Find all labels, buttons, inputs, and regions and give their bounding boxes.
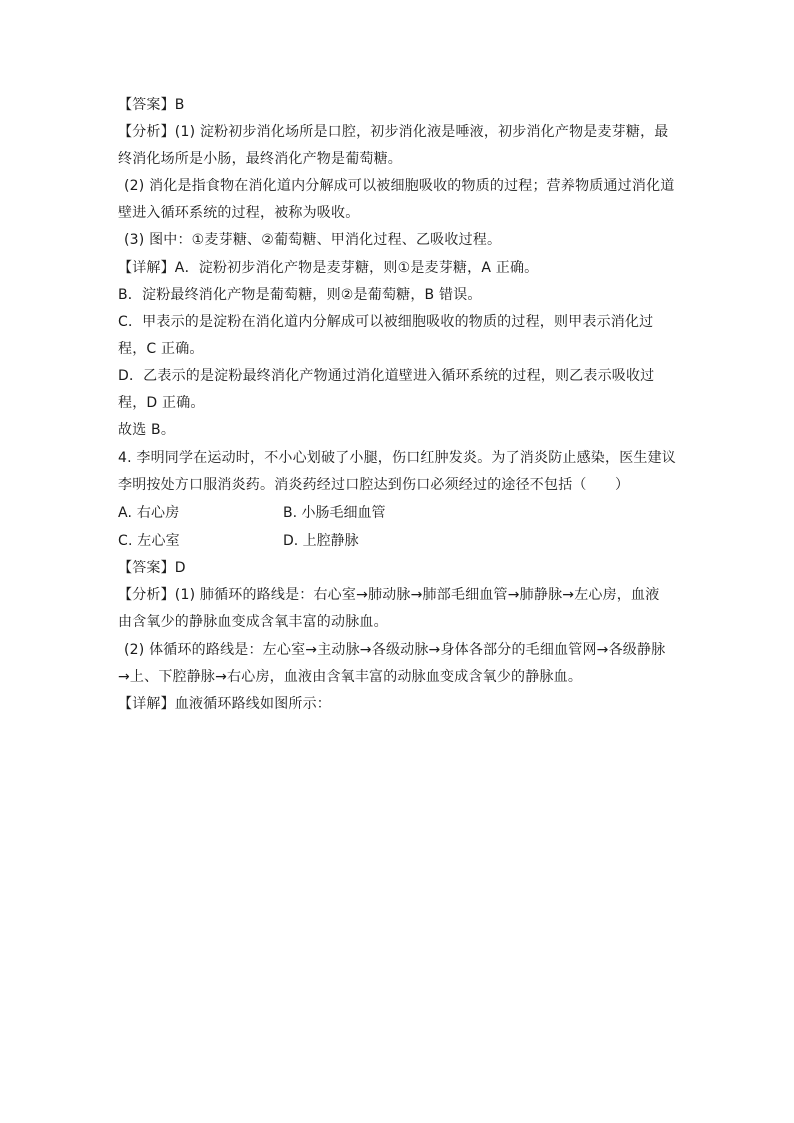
q4-analysis-1b: 由含氧少的静脉血变成含氧丰富的动脉血。 <box>118 614 388 630</box>
q4-detail: 【详解】血液循环路线如图所示： <box>118 696 331 712</box>
q4-analysis-2a: (2) 体循环的路线是：左心室→主动脉→各级动脉→身体各部分的毛细血管网→各级静脉 <box>124 642 666 658</box>
q4-analysis-1a: 【分析】(1) 肺循环的路线是：右心室→肺动脉→肺部毛细血管→肺静脉→左心房，血液 <box>118 587 660 603</box>
q3-detail-c1: C．甲表示的是淀粉在消化道内分解成可以被细胞吸收的物质的过程，则甲表示消化过 <box>118 314 654 330</box>
q3-analysis-2a: (2) 消化是指食物在消化道内分解成可以被细胞吸收的物质的过程；营养物质通过消化道 <box>124 178 675 194</box>
q3-detail-c2: 程，C 正确。 <box>118 341 204 357</box>
q3-analysis-2b: 壁进入循环系统的过程，被称为吸收。 <box>118 205 360 221</box>
q4-option-d: D. 上腔静脉 <box>283 533 359 549</box>
q4-option-a: A. 右心房 <box>118 505 180 521</box>
q4-stem-2: 李明按处方口服消炎药。消炎药经过口腔达到伤口必须经过的途径不包括（ ） <box>118 477 630 493</box>
q3-detail-b: B．淀粉最终消化产物是葡萄糖，则②是葡萄糖，B 错误。 <box>118 287 482 303</box>
q3-detail-a: 【详解】A．淀粉初步消化产物是麦芽糖，则①是麦芽糖，A 正确。 <box>118 260 539 276</box>
q3-detail-d2: 程，D 正确。 <box>118 395 205 411</box>
q4-stem-1: 4. 李明同学在运动时，不小心划破了小腿，伤口红肿发炎。为了消炎防止感染，医生建议 <box>118 450 677 466</box>
q3-analysis-3: (3) 图中：①麦芽糖、②葡萄糖、甲消化过程、乙吸收过程。 <box>124 232 502 248</box>
q4-option-c: C. 左心室 <box>118 533 180 549</box>
q4-option-b: B. 小肠毛细血管 <box>283 505 386 521</box>
q3-analysis-1a: 【分析】(1) 淀粉初步消化场所是口腔，初步消化液是唾液，初步消化产物是麦芽糖，最 <box>118 124 669 140</box>
q4-analysis-2b: →上、下腔静脉→右心房，血液由含氧丰富的动脉血变成含氧少的静脉血。 <box>118 669 583 685</box>
q3-conclusion: 故选 B。 <box>118 422 176 438</box>
q3-analysis-1b: 终消化场所是小肠，最终消化产物是葡萄糖。 <box>118 151 402 167</box>
q3-answer: 【答案】B <box>118 97 185 113</box>
q3-detail-d1: D．乙表示的是淀粉最终消化产物通过消化道壁进入循环系统的过程，则乙表示吸收过 <box>118 368 655 384</box>
q4-answer: 【答案】D <box>118 560 186 576</box>
